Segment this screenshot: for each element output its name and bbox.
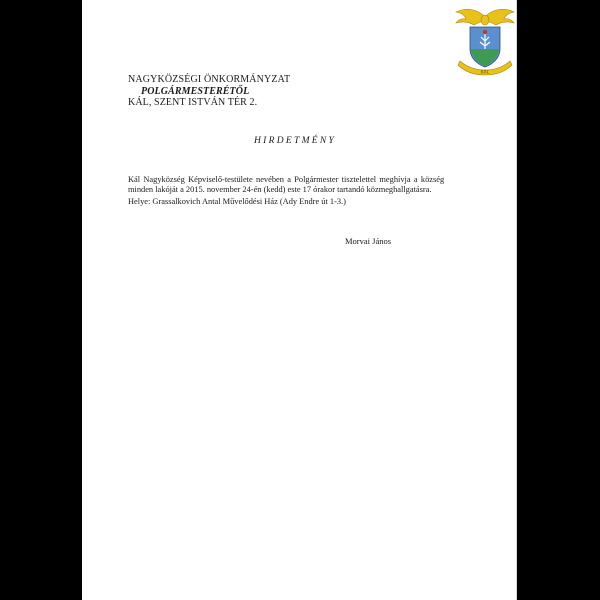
- page-edge: [516, 0, 517, 600]
- coat-of-arms-logo: [452, 3, 518, 77]
- issuer-name: NAGYKÖZSÉGI ÖNKORMÁNYZAT: [128, 74, 291, 85]
- signer-name: Morvai János: [345, 236, 392, 246]
- left-wing: [456, 9, 485, 25]
- document-title: HIRDETMÉNY: [254, 136, 337, 146]
- document-page: [82, 0, 517, 600]
- issuer-address: KÁL, SZENT ISTVÁN TÉR 2.: [128, 97, 258, 108]
- right-wing: [485, 9, 514, 25]
- issuer-office: POLGÁRMESTERÉTŐL: [141, 86, 250, 97]
- body-line-2: minden lakóját a 2015. november 24-én (kedd) este 17 órakor tartandó közmeghallgatásra.: [128, 185, 432, 194]
- body-line-1: Kál Nagyközség Képviselő-testülete nevében a Polgármester tisztelettel meghívja a község: [128, 175, 445, 184]
- body-line-3: Helye: Grassalkovich Antal Művelődési Ház (Ady Endre út 1-3.): [128, 197, 346, 206]
- ribbon-text: KÁL: [480, 70, 490, 76]
